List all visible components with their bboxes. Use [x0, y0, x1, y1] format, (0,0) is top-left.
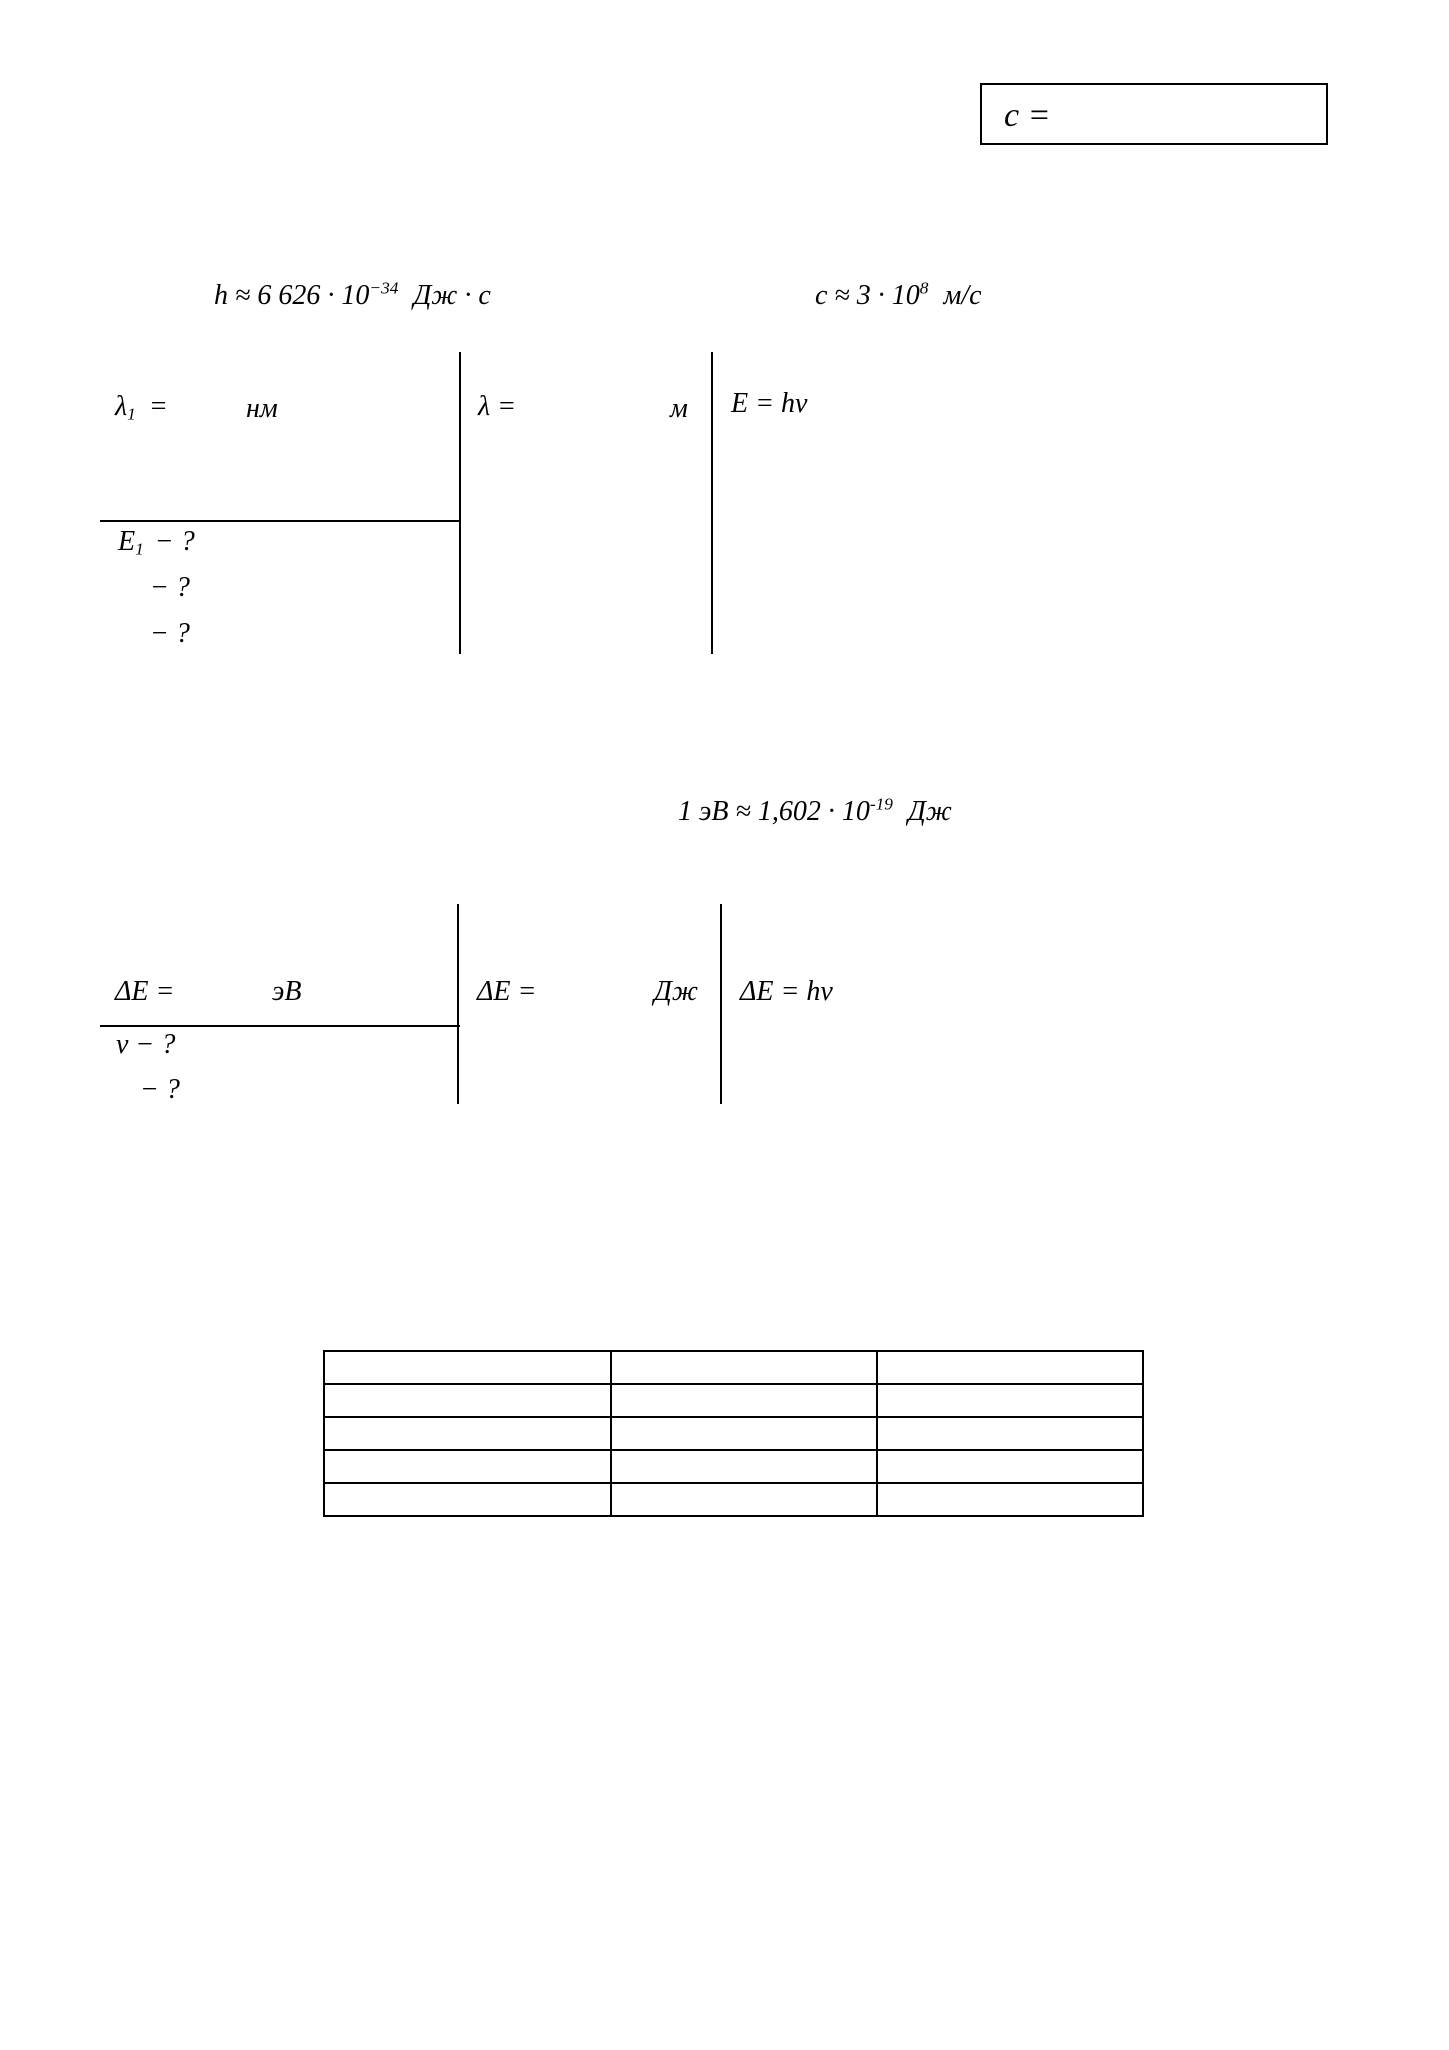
table-cell[interactable] — [611, 1351, 877, 1384]
given-lambda-unit: нм — [246, 393, 278, 424]
find-item: − ? — [140, 1074, 180, 1105]
table-row — [324, 1417, 1143, 1450]
table-row — [324, 1450, 1143, 1483]
table-cell[interactable] — [611, 1384, 877, 1417]
find-item: ν − ? — [116, 1029, 176, 1060]
table-cell[interactable] — [877, 1417, 1143, 1450]
table-cell[interactable] — [877, 1483, 1143, 1516]
given-delta-e-unit: эВ — [272, 976, 302, 1007]
answer-box-label: c = — [1004, 97, 1051, 134]
table-cell[interactable] — [324, 1483, 611, 1516]
table-cell[interactable] — [324, 1384, 611, 1417]
table-cell[interactable] — [324, 1450, 611, 1483]
table-cell[interactable] — [877, 1450, 1143, 1483]
si-solution-divider — [711, 352, 713, 654]
find-item: $E_1$ − ? — [118, 526, 195, 559]
table-cell[interactable] — [611, 1417, 877, 1450]
table-cell[interactable] — [324, 1417, 611, 1450]
answer-table — [323, 1350, 1144, 1517]
table-row — [324, 1384, 1143, 1417]
light-speed-constant: $c \approx 3 \cdot 10^8$ м/с — [815, 278, 982, 311]
table-row — [324, 1483, 1143, 1516]
given-delta-e: ΔE = — [115, 976, 175, 1007]
given-si-divider — [459, 352, 461, 654]
given-si-divider — [457, 904, 459, 1104]
find-item: − ? — [150, 572, 190, 603]
table-cell[interactable] — [877, 1351, 1143, 1384]
given-find-divider — [100, 1025, 460, 1027]
electron-volt-constant: 1 эВ ≈ $1,602 \cdot 10^{-19}$ Дж — [678, 794, 952, 827]
si-delta-e: ΔE = — [477, 976, 537, 1007]
given-find-divider — [100, 520, 460, 522]
formula-energy: E = hν — [731, 388, 808, 419]
answer-box[interactable] — [980, 83, 1328, 145]
find-item: − ? — [150, 618, 190, 649]
table-cell[interactable] — [877, 1384, 1143, 1417]
si-delta-e-unit: Дж — [654, 976, 698, 1007]
table-cell[interactable] — [324, 1351, 611, 1384]
planck-constant: h ≈ 6 $626 \cdot 10^{-34}$ Дж · с — [214, 278, 491, 311]
table-cell[interactable] — [611, 1483, 877, 1516]
given-lambda: $\lambda_1$ = — [115, 391, 168, 424]
si-solution-divider — [720, 904, 722, 1104]
formula-delta-energy: ΔE = hν — [740, 976, 833, 1007]
table-row — [324, 1351, 1143, 1384]
si-lambda: λ = — [478, 391, 517, 422]
table-cell[interactable] — [611, 1450, 877, 1483]
si-lambda-unit: м — [670, 393, 688, 424]
